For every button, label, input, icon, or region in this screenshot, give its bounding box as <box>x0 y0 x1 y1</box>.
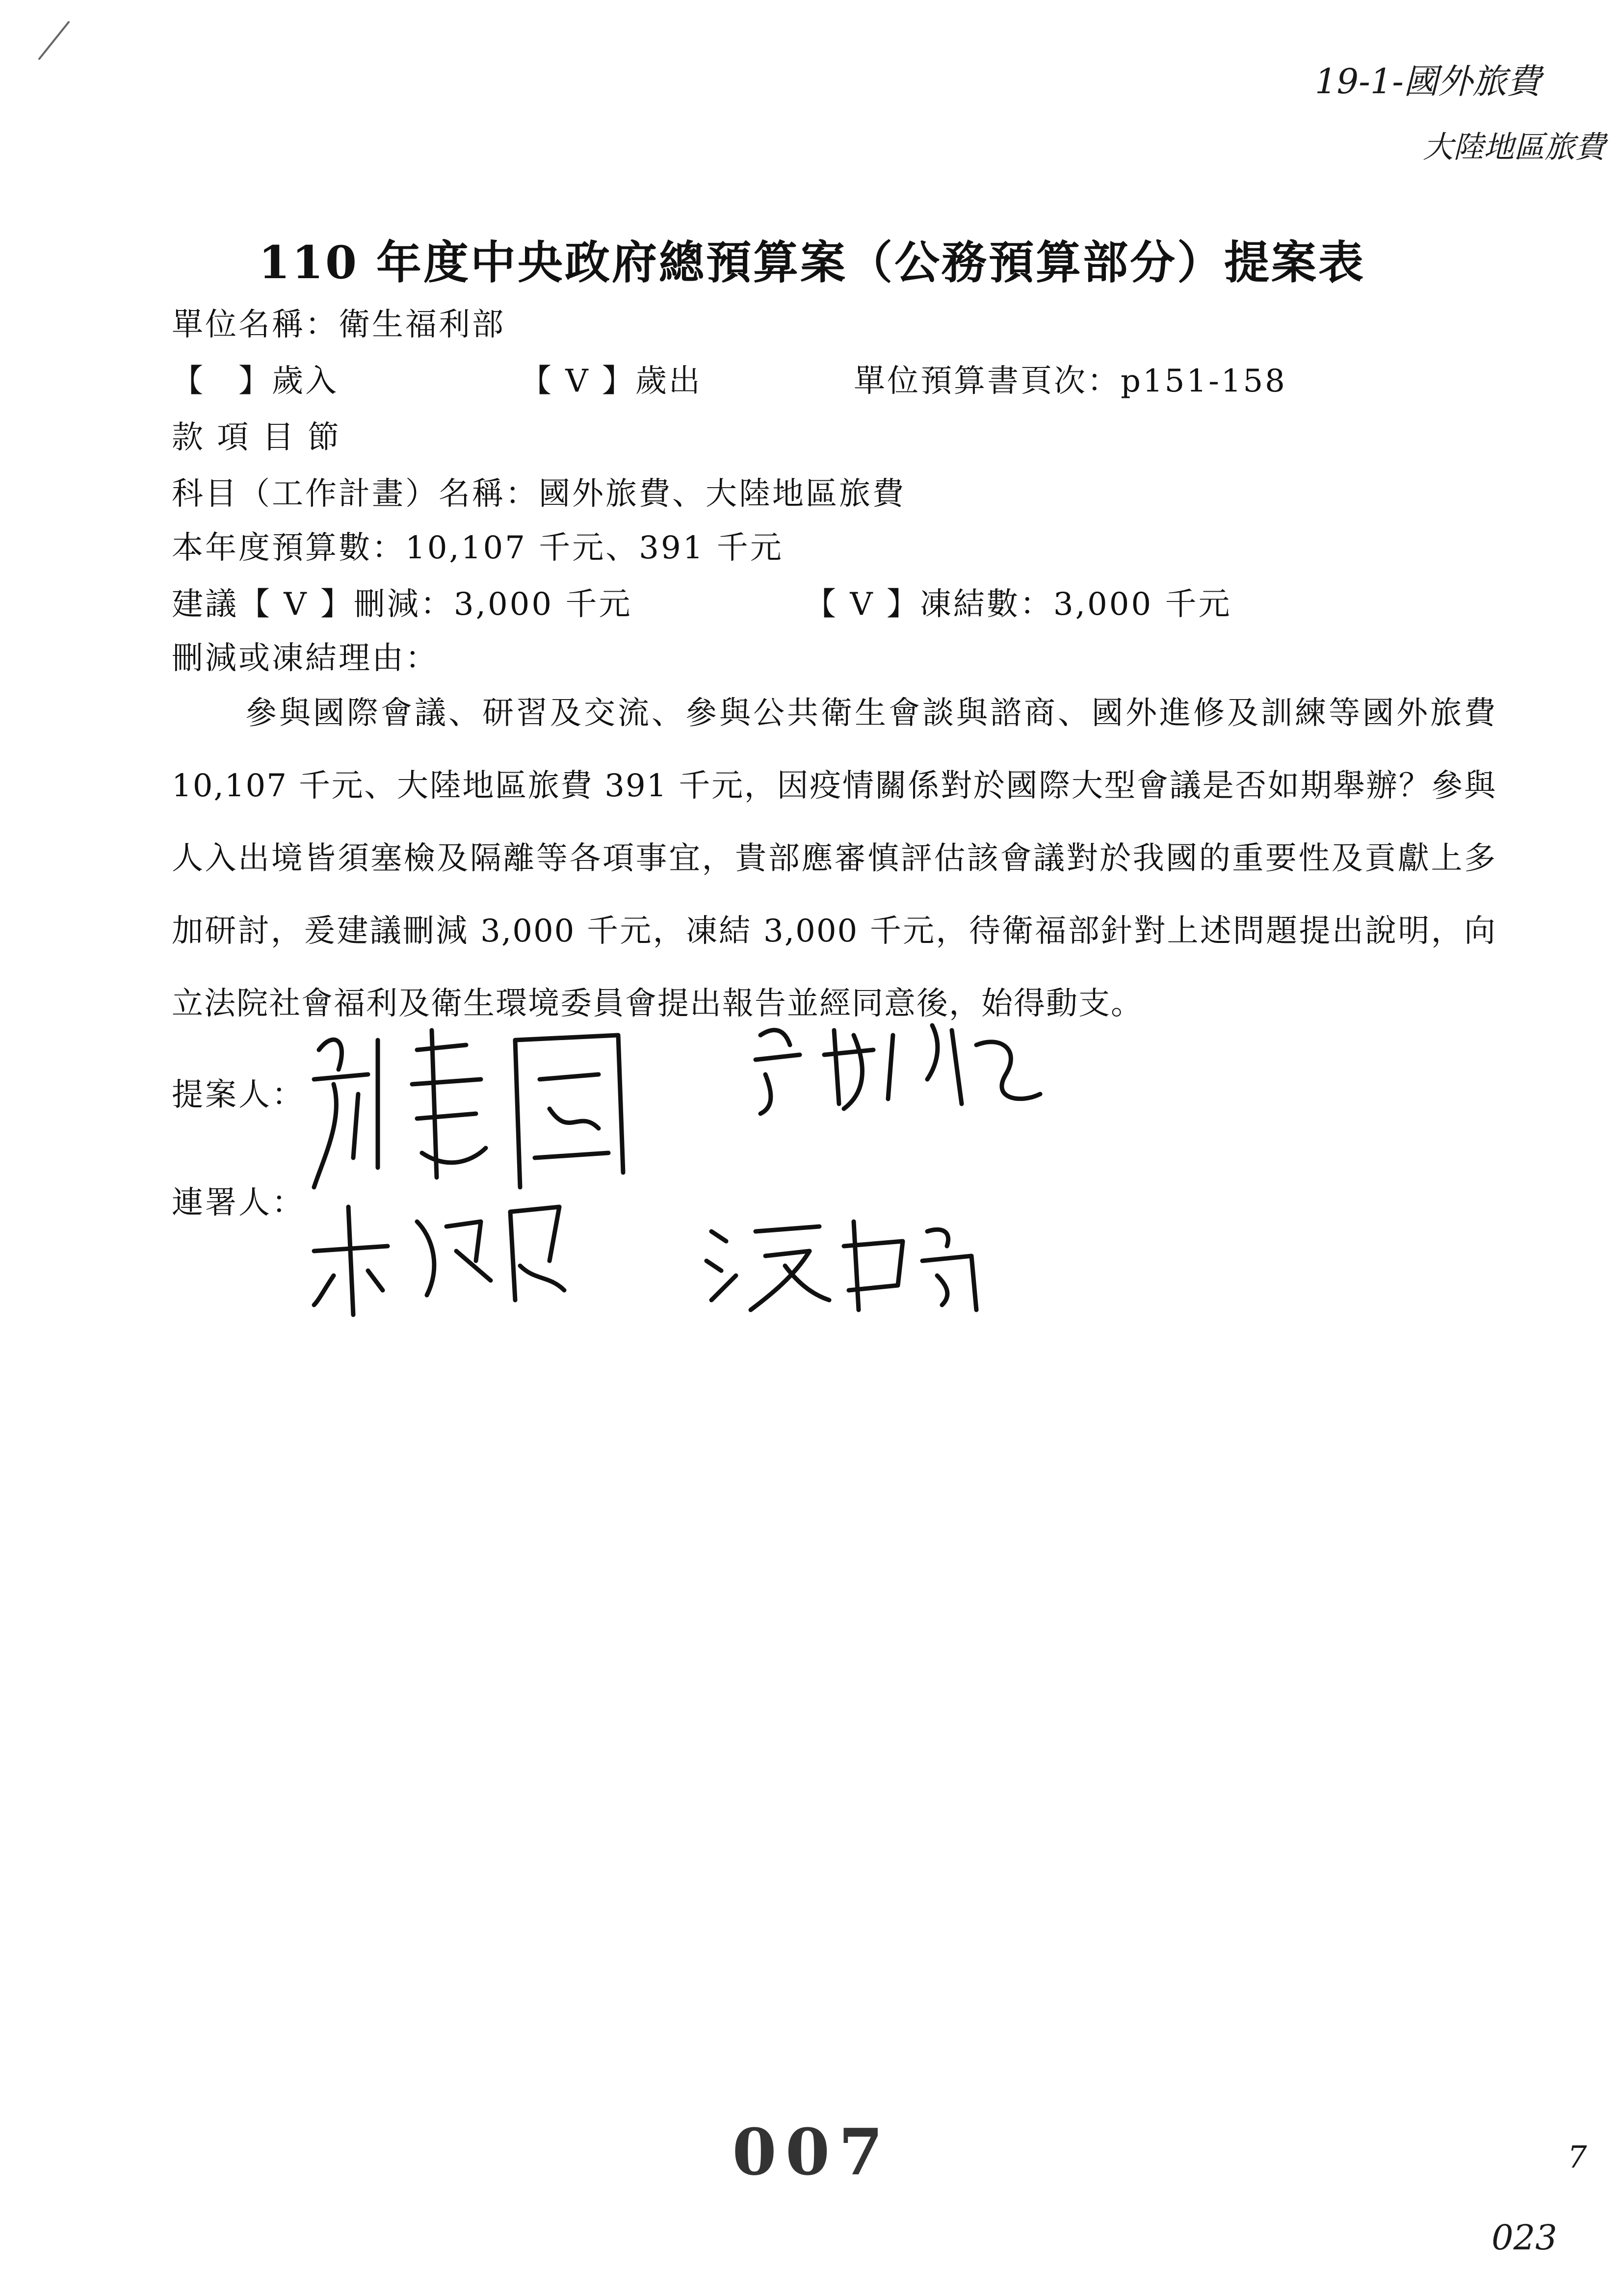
proposer-signature-2 <box>746 1006 1050 1119</box>
document-title: 110 年度中央政府總預算案（公務預算部分）提案表 <box>258 236 1366 289</box>
revenue-checkbox: 【 】歲入 <box>172 363 339 399</box>
section-label: 款 項 目 節 <box>172 419 341 456</box>
subject-name: 科目（工作計畫）名稱：國外旅費、大陸地區旅費 <box>172 476 906 512</box>
reason-label: 刪減或凍結理由： <box>172 640 439 677</box>
top-right-annotation-1: 19-1-國外旅費 <box>1315 61 1541 102</box>
budget-page: 單位預算書頁次：p151-158 <box>854 363 1287 399</box>
budget-amount: 本年度預算數：10,107 千元、391 千元 <box>172 530 784 566</box>
top-right-annotation-2: 大陸地區旅費 <box>1423 129 1606 165</box>
reason-paragraph <box>172 677 1496 1040</box>
proposer-label: 提案人： <box>172 1077 305 1113</box>
bottom-right-annotation-2: 023 <box>1492 2218 1557 2258</box>
cosigner-signature-1 <box>304 1192 579 1320</box>
suggest-cut: 建議【 V 】刪減：3,000 千元 <box>172 586 632 623</box>
cosigner-signature-2 <box>697 1202 1001 1320</box>
proposer-signature-1 <box>304 1011 657 1197</box>
page-number: 007 <box>732 2114 892 2190</box>
corner-scan-mark <box>34 20 74 64</box>
freeze-amount: 【 V 】凍結數：3,000 千元 <box>805 586 1232 623</box>
bottom-right-annotation-1: 7 <box>1568 2139 1587 2175</box>
expenditure-checkbox: 【 V 】歲出 <box>520 363 702 399</box>
unit-name: 單位名稱：衛生福利部 <box>172 307 505 343</box>
cosigner-label: 連署人： <box>172 1185 305 1221</box>
reason-text: 參與國際會議、研習及交流、參與公共衛生會談與諮商、國外進修及訓練等國外旅費 10,107 千元、大陸地區旅費 391 千元，因疫情關係對於國際大型會議是否如期舉辦？參與人入出境皆須塞檢及隔離等各項事宜，貴部應審慎評估該會議對於我國的重要性及貢獻上多加研討，爰建議刪減 3,000 千元，凍結 3,000 千元，待衛福部針對上述問題提出說明，向立法院社會福利及衛生環境委員會提出報告並經同意後，始得動支。 <box>172 695 1496 1022</box>
